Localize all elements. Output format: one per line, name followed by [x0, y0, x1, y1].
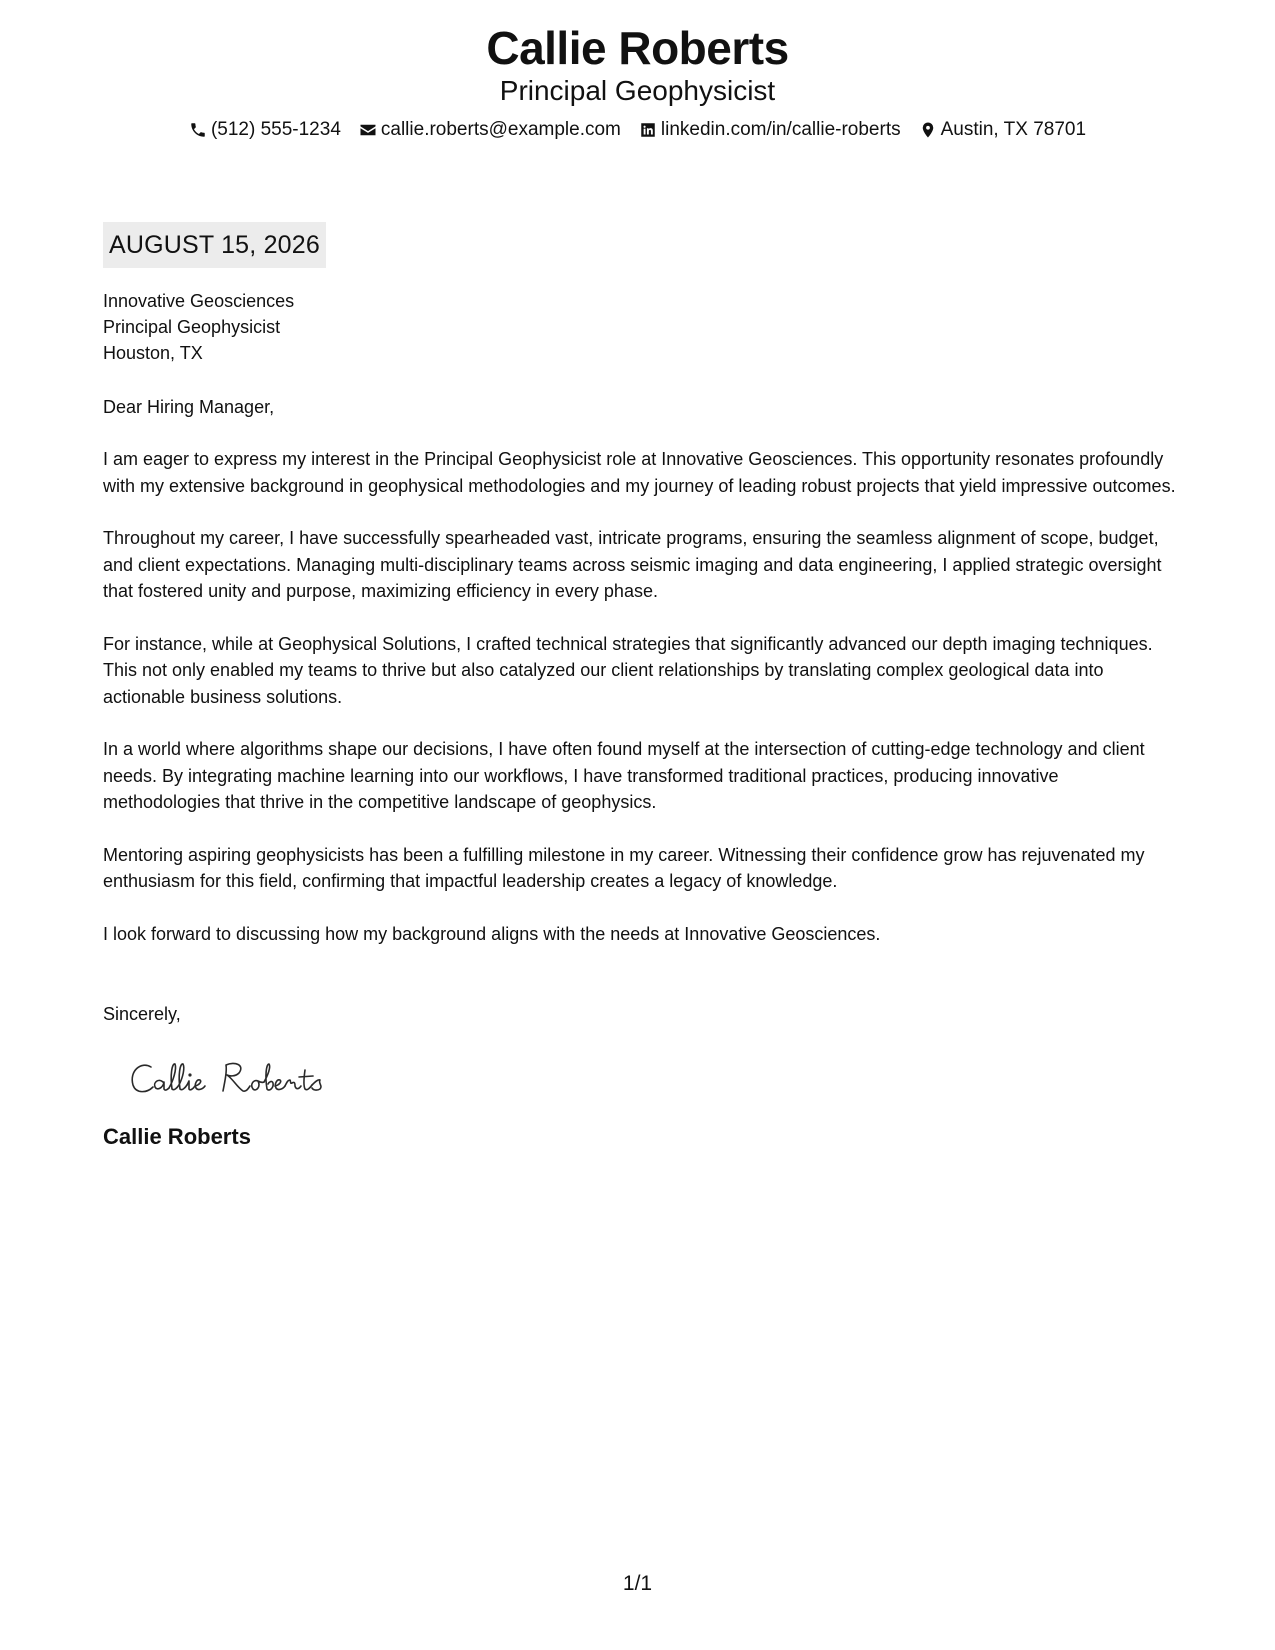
contact-info	[0, 118, 1275, 142]
letter-body	[103, 222, 1178, 1151]
handwritten-signature	[127, 1055, 347, 1101]
linkedin-icon	[639, 121, 657, 139]
contact-location	[919, 118, 1086, 142]
location-text: Austin, TX 78701	[940, 119, 1087, 140]
recipient-city: Houston, TX	[103, 343, 203, 363]
contact-phone	[189, 118, 341, 142]
email-address[interactable]: callie.roberts@example.com	[380, 119, 621, 140]
linkedin-url[interactable]: linkedin.com/in/callie-roberts	[660, 119, 901, 140]
body-paragraph: I look forward to discussing how my background aligns with the needs at Innovative Geosciences.	[103, 923, 881, 944]
recipient-company: Innovative Geosciences	[103, 291, 295, 311]
applicant-name: Callie Roberts	[486, 22, 789, 74]
recipient-block	[103, 288, 1178, 366]
letter-header	[0, 22, 1275, 142]
recipient-position: Principal Geophysicist	[103, 317, 281, 337]
body-paragraph: Throughout my career, I have successfully spearheaded vast, intricate programs, ensuring the seamless alignment of scope, budget, and client expectations. Managing multi-disciplinary teams across seismic imaging and data engineering, I applied strategic oversight that fostered unity and purpose, maximizing efficiency in every phase.	[103, 528, 1162, 601]
contact-linkedin[interactable]	[639, 118, 901, 142]
signer-name: Callie Roberts	[103, 1124, 251, 1149]
body-paragraph: Mentoring aspiring geophysicists has been a fulfilling milestone in my career. Witnessing their confidence grow has rejuvenated my enthusiasm for this field, confirming that impactful leadership creates a legacy of knowledge.	[103, 844, 1145, 891]
applicant-role: Principal Geophysicist	[499, 75, 776, 106]
closing: Sincerely,	[103, 1004, 181, 1024]
body-paragraph: In a world where algorithms shape our decisions, I have often found myself at the intersection of cutting-edge technology and client needs. By integrating machine learning into our workflows, I have transformed traditional practices, producing innovative methodologies that thrive in the competitive landscape of geophysics.	[103, 739, 1145, 812]
body-paragraph: For instance, while at Geophysical Solutions, I crafted technical strategies that significantly advanced our depth imaging techniques. This not only enabled my teams to thrive but also catalyzed our client relationships by translating complex geological data into actionable business solutions.	[103, 633, 1153, 707]
phone-icon	[189, 121, 207, 139]
body-paragraph: I am eager to express my interest in the Principal Geophysicist role at Innovative Geosciences. This opportunity resonates profoundly with my extensive background in geophysical methodologies and my journey of leading robust projects that yield impressive outcomes.	[103, 449, 1176, 496]
salutation: Dear Hiring Manager,	[103, 397, 275, 417]
map-pin-icon	[919, 121, 937, 139]
phone-number: (512) 555-1234	[210, 119, 341, 140]
letter-date: AUGUST 15, 2026	[103, 222, 326, 268]
page-number: 1/1	[622, 1572, 653, 1595]
envelope-icon	[359, 121, 377, 139]
contact-email[interactable]	[359, 118, 621, 142]
